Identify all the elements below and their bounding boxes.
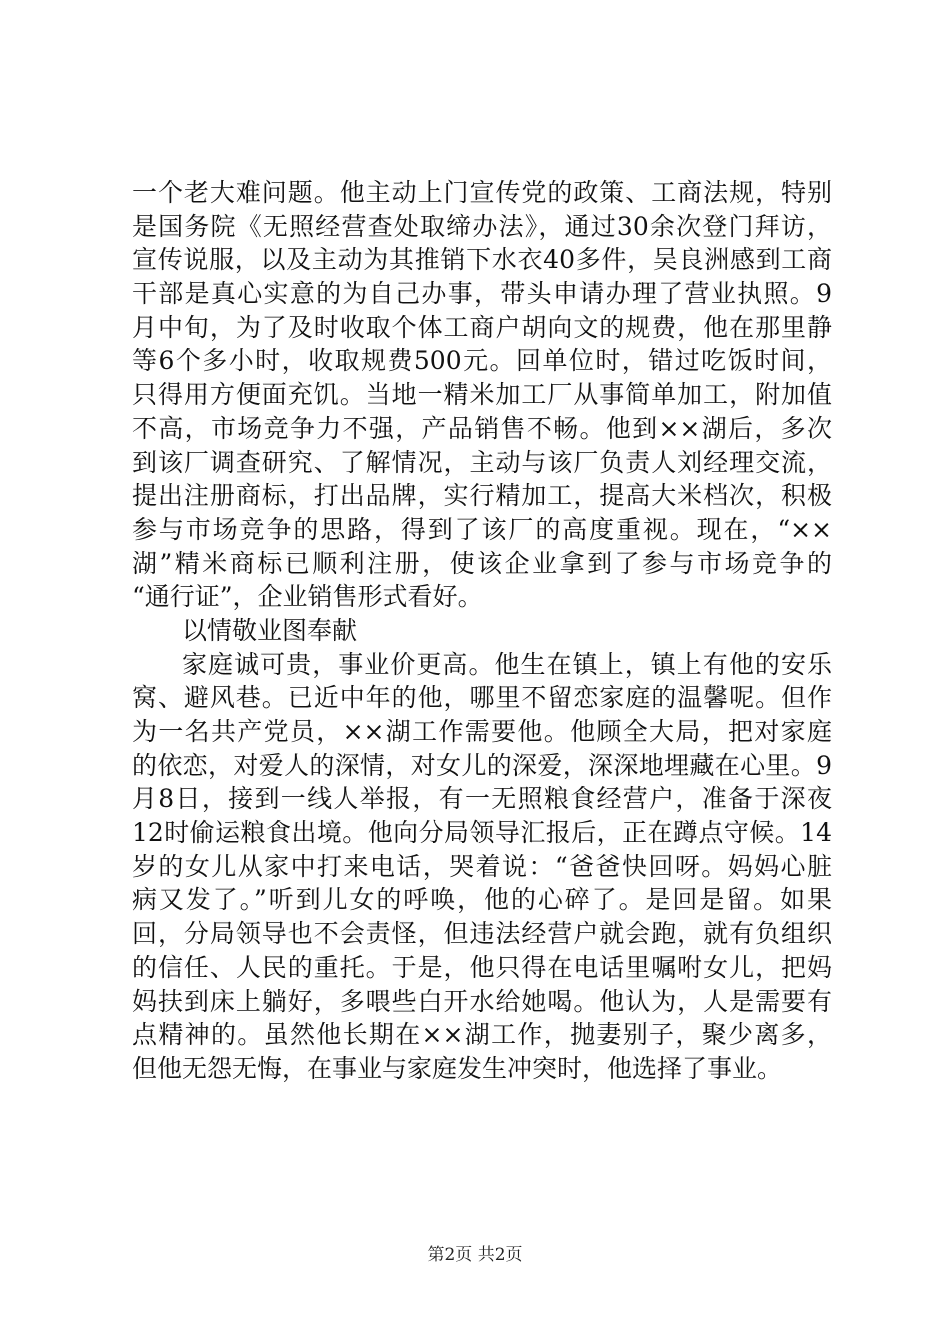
text-line: 湖”精米商标已顺利注册，使该企业拿到了参与市场竞争的 <box>132 548 832 578</box>
text-line: 只得用方便面充饥。当地一精米加工厂从事简单加工，附加值 <box>132 380 832 410</box>
text-line: 家庭诚可贵，事业价更高。他生在镇上，镇上有他的安乐 <box>182 649 832 679</box>
text-line: 等6个多小时，收取规费500元。回单位时，错过吃饭时间， <box>132 346 832 376</box>
paragraph-body <box>132 648 832 1086</box>
text-line: 12时偷运粮食出境。他向分局领导汇报后，正在蹲点守候。14 <box>132 818 832 848</box>
text-line: 到该厂调查研究、了解情况，主动与该厂负责人刘经理交流， <box>132 447 832 477</box>
text-line: 岁的女儿从家中打来电话，哭着说：“爸爸快回呀。妈妈心脏 <box>132 851 832 881</box>
page-number-footer: 第2页 共2页 <box>427 1245 523 1265</box>
text-line: 参与市场竞争的思路，得到了该厂的高度重视。现在，“×× <box>132 514 832 544</box>
text-line: 一个老大难问题。他主动上门宣传党的政策、工商法规，特别 <box>132 178 832 207</box>
text-line: 月8日，接到一线人举报，有一无照粮食经营户，准备于深夜 <box>132 784 832 814</box>
text-line: 的依恋，对爱人的深情，对女儿的深爱，深深地埋藏在心里。9 <box>132 750 832 780</box>
text-line: 月中旬，为了及时收取个体工商户胡向文的规费，他在那里静 <box>132 312 832 342</box>
document-body <box>132 176 832 1086</box>
text-line: 宣传说服，以及主动为其推销下水衣40多件，吴良洲感到工商 <box>132 245 832 275</box>
heading-text: 以情敬业图奉献 <box>182 615 358 645</box>
text-line: “通行证”，企业销售形式看好。 <box>132 582 483 612</box>
text-line: 干部是真心实意的为自己办事，带头申请办理了营业执照。9 <box>132 279 832 309</box>
text-line: 提出注册商标，打出品牌，实行精加工，提高大米档次，积极 <box>132 481 832 511</box>
paragraph-continuation <box>132 176 832 614</box>
text-line: 回，分局领导也不会责怪，但违法经营户就会跑，就有负组织 <box>132 919 832 949</box>
text-line: 但他无怨无悔，在事业与家庭发生冲突时，他选择了事业。 <box>132 1053 783 1083</box>
text-line: 的信任、人民的重托。于是，他只得在电话里嘱咐女儿，把妈 <box>132 952 832 982</box>
text-line: 窝、避风巷。已近中年的他，哪里不留恋家庭的温馨呢。但作 <box>132 683 832 713</box>
text-line: 不高，市场竞争力不强，产品销售不畅。他到××湖后，多次 <box>132 413 832 443</box>
text-line: 是国务院《无照经营查处取缔办法》，通过30余次登门拜访， <box>132 211 832 241</box>
text-line: 点精神的。虽然他长期在××湖工作，抛妻别子，聚少离多， <box>132 1020 832 1050</box>
section-heading <box>132 614 832 648</box>
text-line: 妈扶到床上躺好，多喂些白开水给她喝。他认为，人是需要有 <box>132 986 832 1016</box>
text-line: 为一名共产党员，××湖工作需要他。他顾全大局，把对家庭 <box>132 717 832 746</box>
text-line: 病又发了。”听到儿女的呼唤，他的心碎了。是回是留。如果 <box>132 885 832 915</box>
